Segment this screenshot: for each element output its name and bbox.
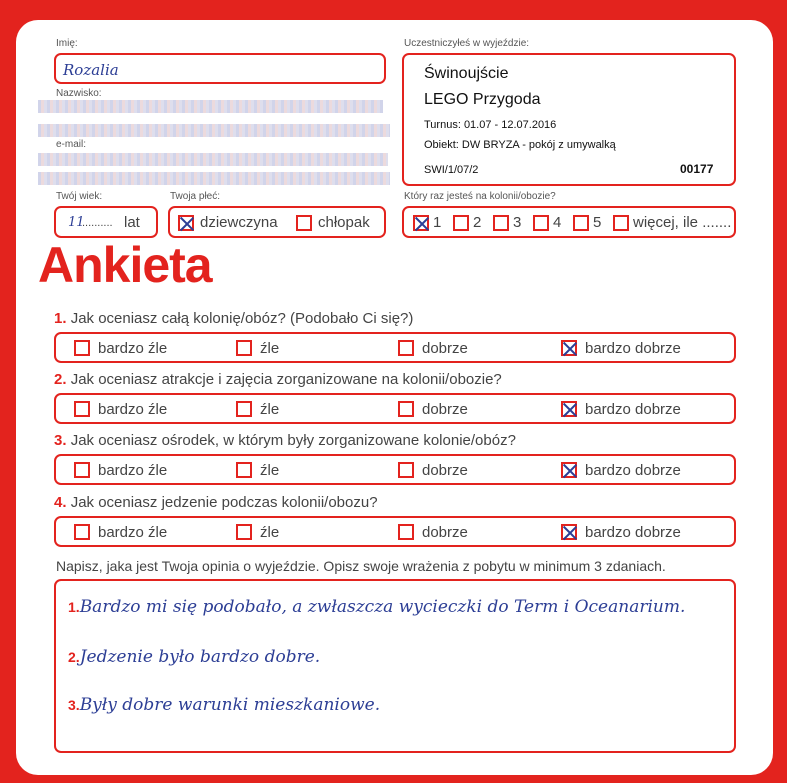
email-redacted-2 bbox=[38, 172, 390, 185]
q2-checkbox-bardzo-dobrze[interactable] bbox=[561, 401, 577, 417]
wiek-unit: lat bbox=[124, 214, 140, 231]
answer-2 bbox=[68, 647, 320, 667]
imie-label: Imię: bbox=[56, 38, 78, 49]
ktory-checkbox-3[interactable] bbox=[493, 215, 509, 231]
q4-checkbox-bardzo-zle[interactable] bbox=[74, 524, 90, 540]
plec-checkbox-chlopak[interactable] bbox=[296, 215, 312, 231]
q1-checkbox-dobrze[interactable] bbox=[398, 340, 414, 356]
ktory-option-4: 4 bbox=[553, 214, 562, 231]
plec-field bbox=[168, 206, 386, 238]
question-4-options bbox=[54, 516, 736, 547]
q2-checkbox-dobrze[interactable] bbox=[398, 401, 414, 417]
opinion-textarea[interactable] bbox=[54, 579, 736, 753]
camp-kod: SWI/1/07/2 bbox=[424, 164, 479, 176]
q2-option-bardzo-dobrze: bardzo dobrze bbox=[585, 401, 681, 418]
question-3-text: Jak oceniasz ośrodek, w którym były zorganizowane kolonie/obóz? bbox=[70, 432, 516, 449]
imie-field[interactable] bbox=[54, 53, 386, 84]
q3-checkbox-dobrze[interactable] bbox=[398, 462, 414, 478]
q3-checkbox-bardzo-zle[interactable] bbox=[74, 462, 90, 478]
answer-2-text: Jedzenie było bardzo dobre. bbox=[79, 647, 321, 667]
q4-checkbox-bardzo-dobrze[interactable] bbox=[561, 524, 577, 540]
answer-3-num: 3. bbox=[68, 697, 80, 713]
email-redacted bbox=[38, 153, 388, 166]
q3-option-bardzo-dobrze: bardzo dobrze bbox=[585, 462, 681, 479]
q3-checkbox-zle[interactable] bbox=[236, 462, 252, 478]
q4-checkbox-dobrze[interactable] bbox=[398, 524, 414, 540]
question-2-options bbox=[54, 393, 736, 424]
q3-option-zle: źle bbox=[260, 462, 280, 479]
email-label: e-mail: bbox=[56, 139, 87, 150]
q1-checkbox-bardzo-zle[interactable] bbox=[74, 340, 90, 356]
q2-checkbox-bardzo-zle[interactable] bbox=[74, 401, 90, 417]
camp-info-box bbox=[402, 53, 736, 186]
question-2-num: 2. bbox=[54, 371, 67, 388]
question-2-text: Jak oceniasz atrakcje i zajęcia zorganizowane na kolonii/obozie? bbox=[70, 371, 502, 388]
q2-checkbox-zle[interactable] bbox=[236, 401, 252, 417]
q4-checkbox-zle[interactable] bbox=[236, 524, 252, 540]
q4-option-bardzo-zle: bardzo źle bbox=[98, 524, 168, 541]
camp-program: LEGO Przygoda bbox=[424, 91, 541, 108]
q4-option-bardzo-dobrze: bardzo dobrze bbox=[585, 524, 681, 541]
question-1-options bbox=[54, 332, 736, 363]
wiek-label: Twój wiek: bbox=[56, 191, 103, 202]
ktory-option-wiecej: więcej, ile ....... bbox=[633, 214, 732, 231]
answer-1-num: 1. bbox=[68, 599, 80, 615]
camp-obiekt: Obiekt: DW BRYZA - pokój z umywalką bbox=[424, 139, 616, 151]
answer-1-text: Bardzo mi się podobało, a zwłaszcza wycieczki do Term i Oceanarium. bbox=[79, 597, 686, 617]
ktory-field bbox=[402, 206, 736, 238]
ktory-checkbox-1[interactable] bbox=[413, 215, 429, 231]
ktory-option-3: 3 bbox=[513, 214, 522, 231]
ktory-checkbox-wiecej[interactable] bbox=[613, 215, 629, 231]
plec-label: Twoja płeć: bbox=[170, 191, 221, 202]
q1-checkbox-zle[interactable] bbox=[236, 340, 252, 356]
ktory-checkbox-2[interactable] bbox=[453, 215, 469, 231]
question-3-options bbox=[54, 454, 736, 485]
ktory-option-1: 1 bbox=[433, 214, 442, 231]
question-1-num: 1. bbox=[54, 310, 67, 327]
q1-option-zle: źle bbox=[260, 340, 280, 357]
nazwisko-redacted-2 bbox=[38, 124, 390, 137]
question-4 bbox=[54, 494, 378, 511]
nazwisko-redacted bbox=[38, 100, 383, 113]
question-4-num: 4. bbox=[54, 494, 67, 511]
wiek-field[interactable] bbox=[54, 206, 158, 238]
wiek-value: 11 bbox=[68, 215, 85, 230]
question-2 bbox=[54, 371, 502, 388]
wiek-dots: .......... bbox=[82, 217, 113, 229]
q3-option-bardzo-zle: bardzo źle bbox=[98, 462, 168, 479]
ktory-label: Który raz jesteś na kolonii/obozie? bbox=[404, 191, 556, 202]
answer-2-num: 2. bbox=[68, 649, 80, 665]
opinion-prompt: Napisz, jaka jest Twoja opinia o wyjeździe. Opisz swoje wrażenia z pobytu w minimum 3 zdaniach. bbox=[56, 558, 666, 574]
imie-value: Rozalia bbox=[63, 61, 119, 79]
ktory-option-2: 2 bbox=[473, 214, 482, 231]
q2-option-bardzo-zle: bardzo źle bbox=[98, 401, 168, 418]
q1-option-bardzo-dobrze: bardzo dobrze bbox=[585, 340, 681, 357]
ktory-checkbox-5[interactable] bbox=[573, 215, 589, 231]
camp-numer: 00177 bbox=[680, 162, 714, 176]
q4-option-zle: źle bbox=[260, 524, 280, 541]
answer-3-text: Były dobre warunki mieszkaniowe. bbox=[79, 695, 381, 715]
question-4-text: Jak oceniasz jedzenie podczas kolonii/obozu? bbox=[70, 494, 378, 511]
answer-3 bbox=[68, 695, 380, 715]
question-3 bbox=[54, 432, 516, 449]
answer-1 bbox=[68, 597, 685, 617]
plec-option-chlopak: chłopak bbox=[318, 214, 370, 231]
uczest-label: Uczestniczyłeś w wyjeździe: bbox=[404, 38, 530, 49]
page-title: Ankieta bbox=[38, 237, 212, 293]
question-1-text: Jak oceniasz całą kolonię/obóz? (Podobało Ci się?) bbox=[70, 310, 414, 327]
camp-turnus: Turnus: 01.07 - 12.07.2016 bbox=[424, 119, 557, 131]
q2-option-zle: źle bbox=[260, 401, 280, 418]
ktory-option-5: 5 bbox=[593, 214, 602, 231]
q1-option-dobrze: dobrze bbox=[422, 340, 468, 357]
plec-option-dziewczyna: dziewczyna bbox=[200, 214, 278, 231]
question-3-num: 3. bbox=[54, 432, 67, 449]
q2-option-dobrze: dobrze bbox=[422, 401, 468, 418]
q3-checkbox-bardzo-dobrze[interactable] bbox=[561, 462, 577, 478]
nazwisko-label: Nazwisko: bbox=[56, 88, 102, 99]
plec-checkbox-dziewczyna[interactable] bbox=[178, 215, 194, 231]
q1-checkbox-bardzo-dobrze[interactable] bbox=[561, 340, 577, 356]
q4-option-dobrze: dobrze bbox=[422, 524, 468, 541]
q3-option-dobrze: dobrze bbox=[422, 462, 468, 479]
question-1 bbox=[54, 310, 413, 327]
camp-miejsce: Świnoujście bbox=[424, 65, 509, 82]
ktory-checkbox-4[interactable] bbox=[533, 215, 549, 231]
q1-option-bardzo-zle: bardzo źle bbox=[98, 340, 168, 357]
